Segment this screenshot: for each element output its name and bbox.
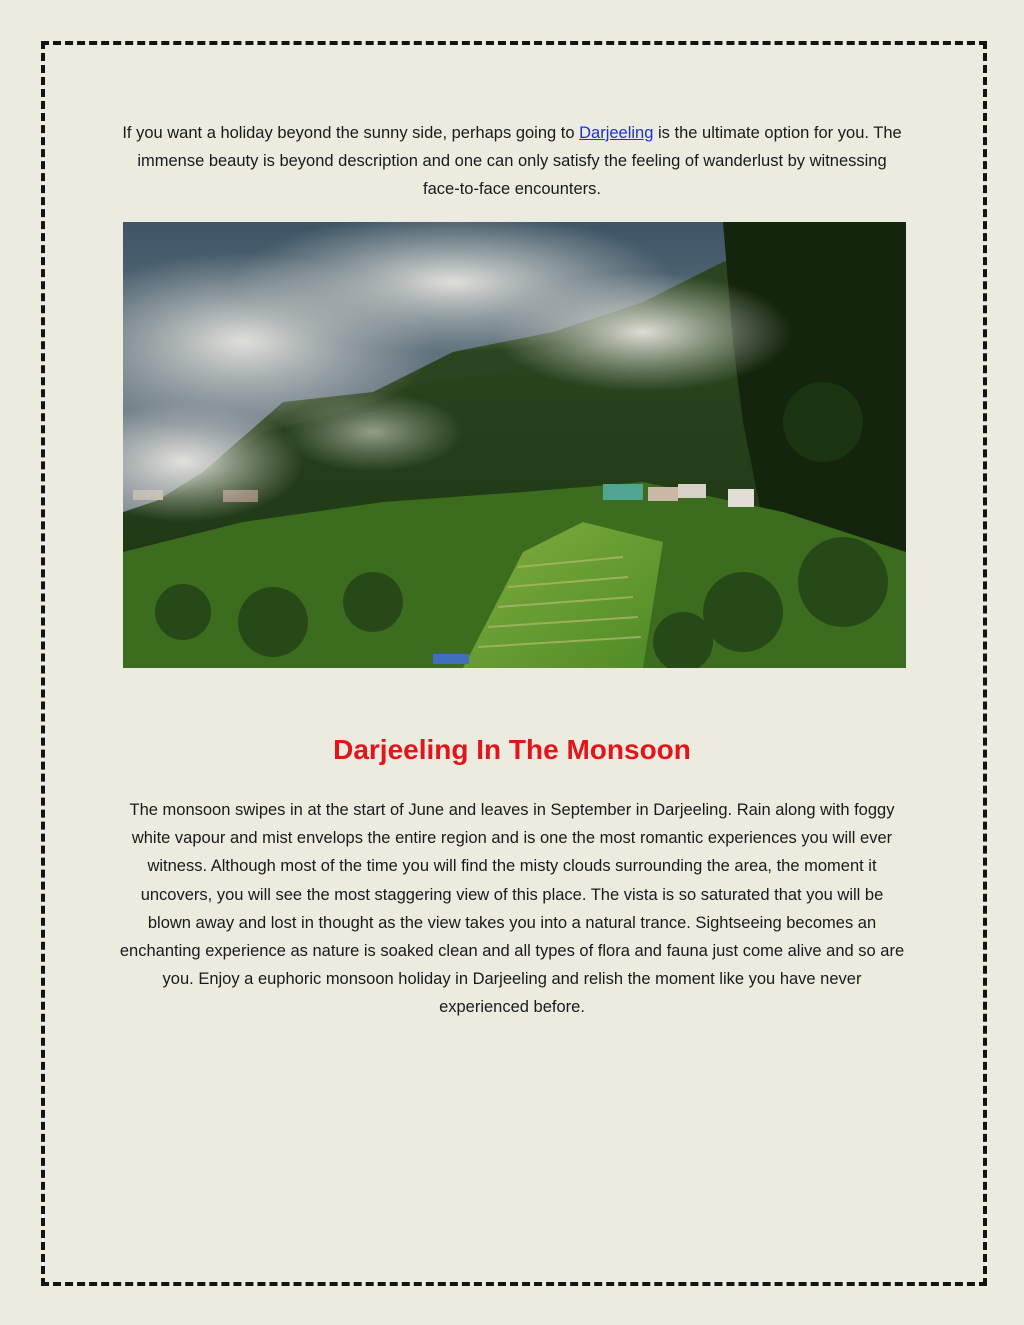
intro-text-end: is the ultimate option for you. The immense beauty is beyond description and one can only satisfy the feeling of wanderlust by witnessing face-to-face encounters. — [137, 124, 902, 198]
darjeeling-link[interactable]: Darjeeling — [579, 124, 654, 142]
darjeeling-monsoon-photo — [123, 222, 906, 668]
intro-text-start: If you want a holiday beyond the sunny side, perhaps going to — [122, 124, 580, 142]
section-body: The monsoon swipes in at the start of June and leaves in September in Darjeeling. Rain along with foggy white vapour and mist envelops the entire region and is one the most romantic experiences you will ever witness. Although most of the time you will find the misty clouds surrounding the area, the moment it uncovers, you will see the most staggering view of this place. The vista is so saturated that you will be blown away and lost in thought as the view takes you into a natural trance. Sightseeing becomes an enchanting experience as nature is soaked clean and all types of flora and fauna just come alive and so are you. Enjoy a euphoric monsoon holiday in Darjeeling and relish the moment like you have never experienced before. — [119, 801, 905, 1017]
intro-paragraph — [118, 119, 906, 203]
section-heading: Darjeeling In The Monsoon — [333, 734, 691, 765]
